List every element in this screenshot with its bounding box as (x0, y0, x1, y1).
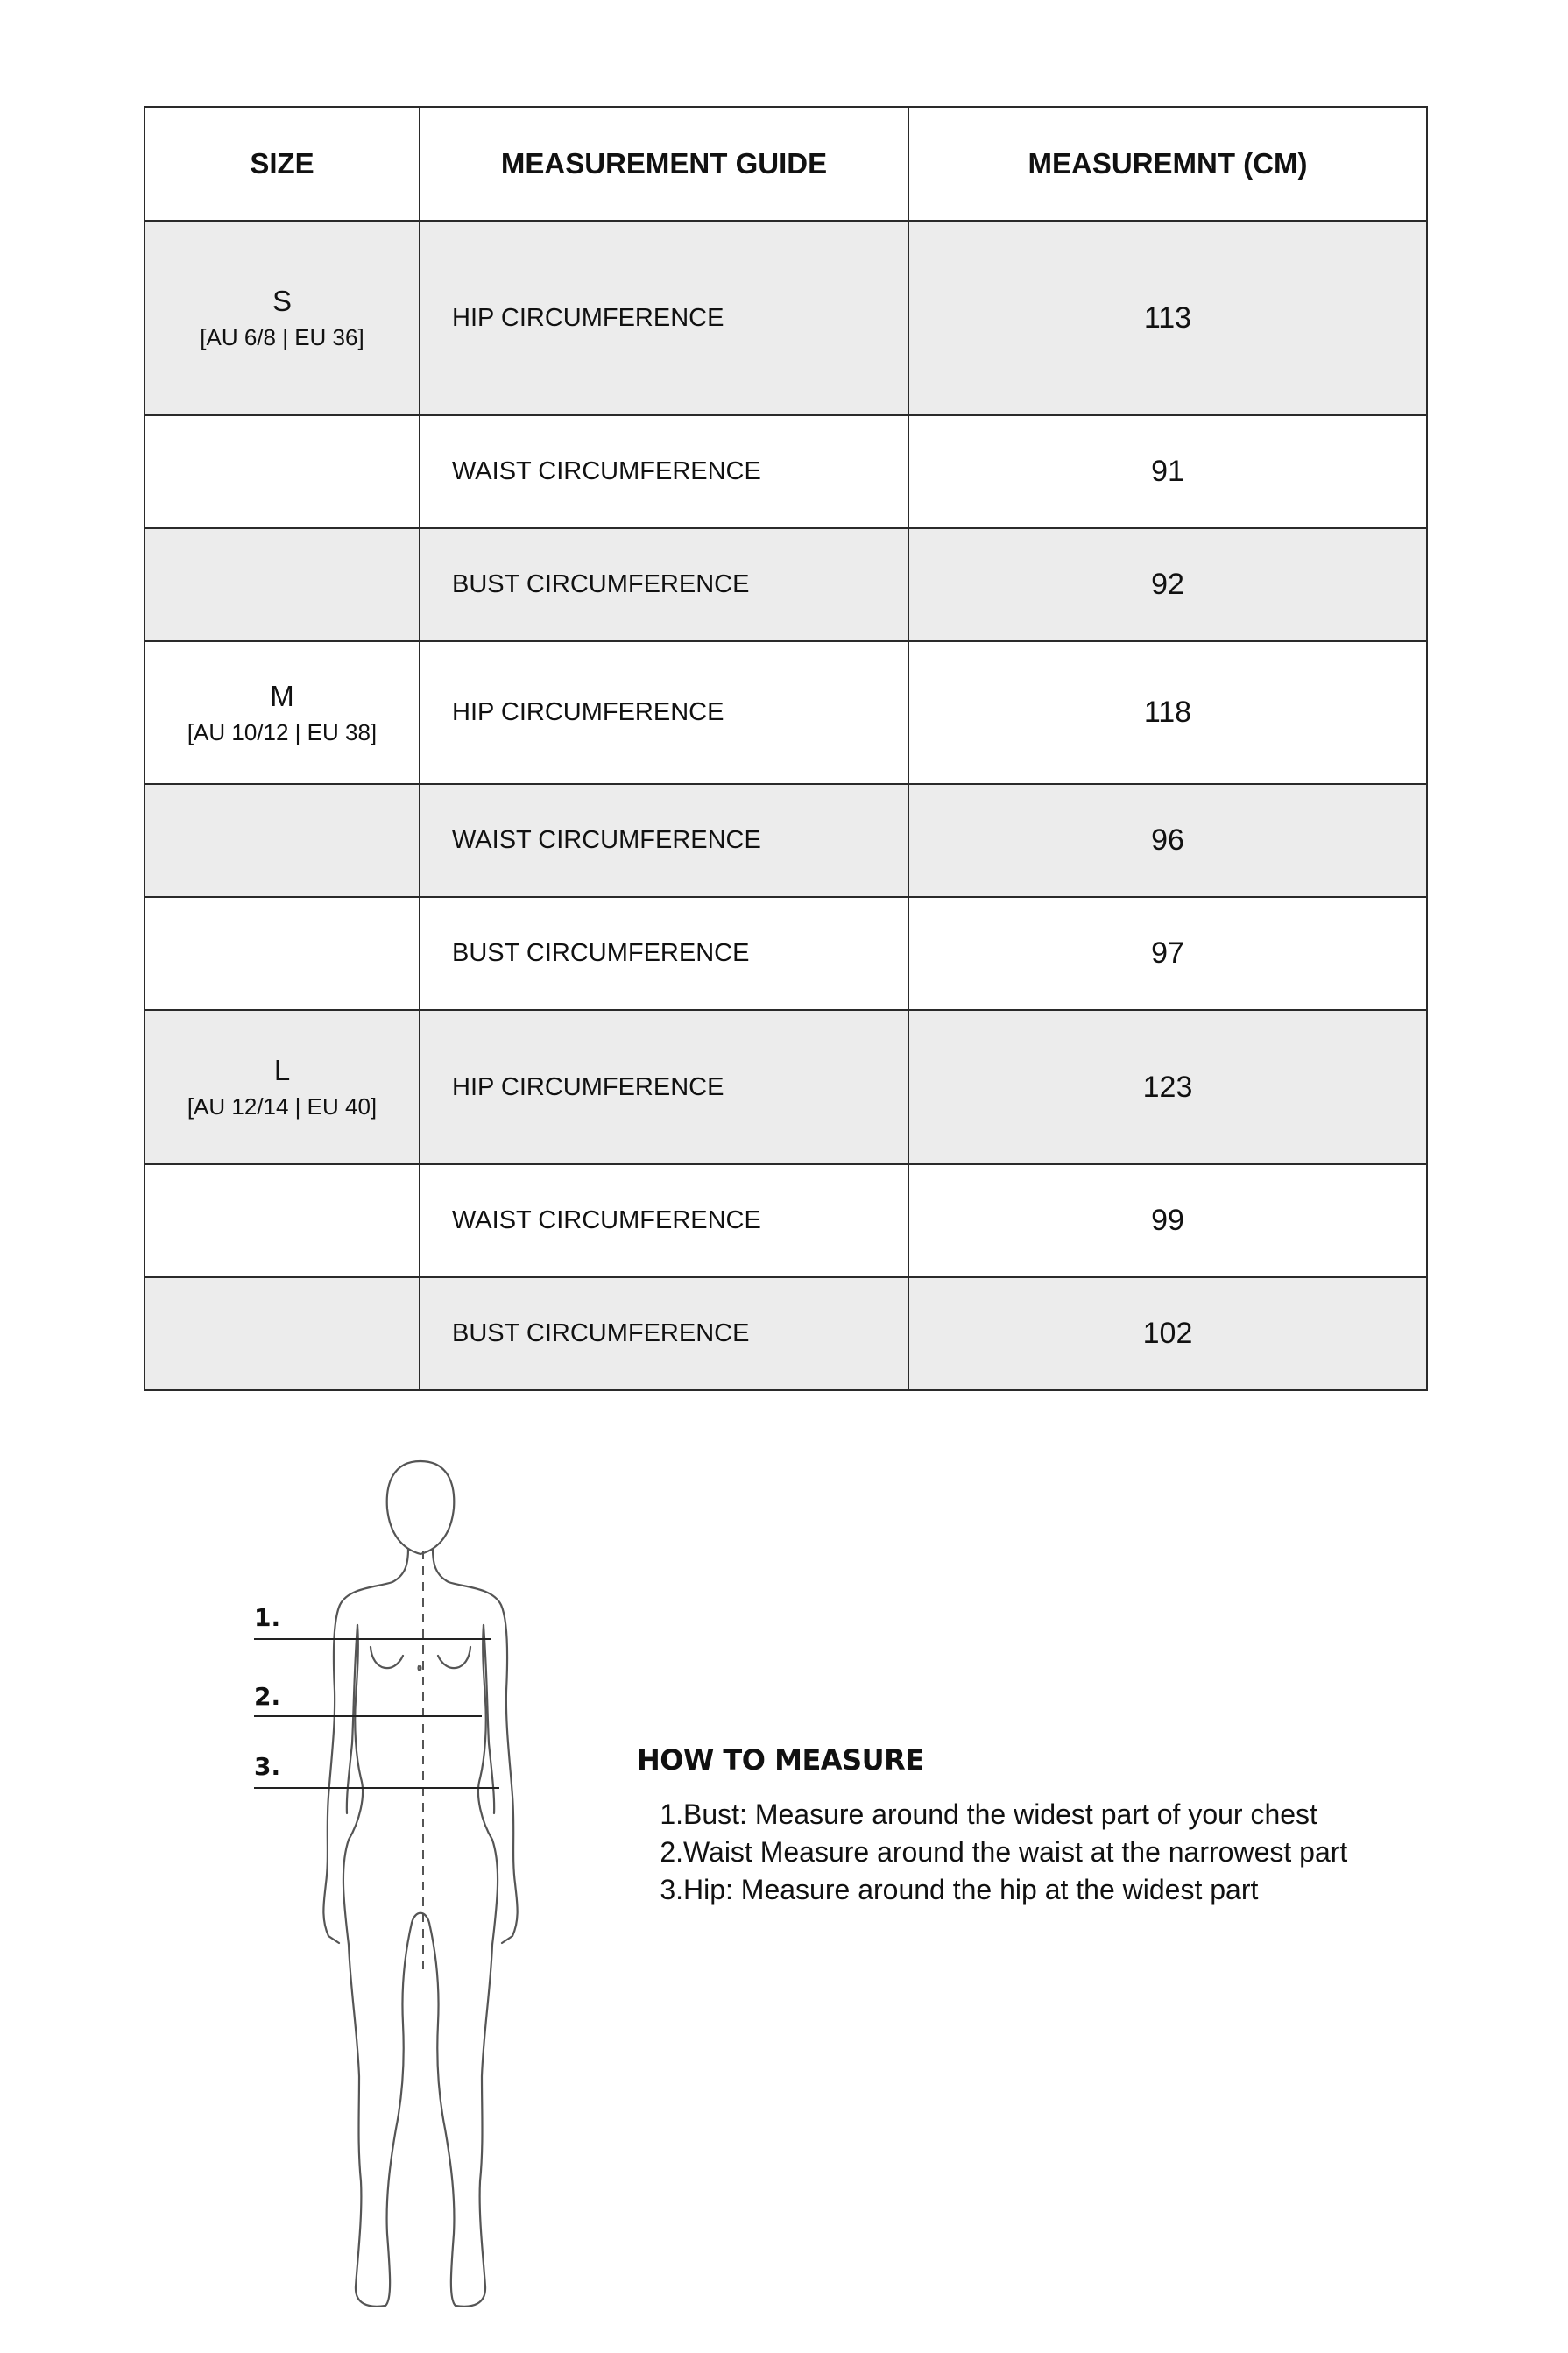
measurement-guide-cell: WAIST CIRCUMFERENCE (420, 415, 908, 528)
table-row (145, 1010, 1427, 1164)
size-conversion: [AU 10/12 | EU 38] (187, 718, 378, 745)
marker-1-label: 1. (254, 1603, 281, 1632)
step-number: 1. (660, 1798, 683, 1830)
how-to-measure-section (637, 1743, 1425, 1909)
table-row (145, 221, 1427, 415)
measurement-value-cell: 123 (908, 1010, 1427, 1164)
measurement-guide-cell: BUST CIRCUMFERENCE (420, 897, 908, 1010)
header-measurement-guide: MEASUREMENT GUIDE (420, 107, 908, 221)
size-conversion: [AU 6/8 | EU 36] (200, 324, 364, 350)
table-row (145, 528, 1427, 641)
list-item (637, 1796, 1425, 1834)
size-cell (145, 415, 420, 528)
table-row (145, 641, 1427, 784)
step-number: 2. (660, 1836, 683, 1868)
measurement-guide-cell: HIP CIRCUMFERENCE (420, 1010, 908, 1164)
step-text: Bust: Measure around the widest part of your chest (683, 1798, 1317, 1830)
table-row (145, 415, 1427, 528)
size-label: L (273, 1054, 291, 1086)
size-cell (145, 1164, 420, 1277)
measurement-value-cell: 102 (908, 1277, 1427, 1390)
list-item (637, 1834, 1425, 1871)
measurement-value-cell: 113 (908, 221, 1427, 415)
measurement-guide-cell: HIP CIRCUMFERENCE (420, 221, 908, 415)
size-label: M (270, 679, 294, 712)
size-cell (145, 784, 420, 897)
measurement-guide-cell: HIP CIRCUMFERENCE (420, 641, 908, 784)
hip-measure-line (254, 1787, 499, 1789)
bust-measure-line (254, 1638, 491, 1640)
table-row (145, 784, 1427, 897)
marker-2-label: 2. (254, 1682, 281, 1711)
body-outline-illustration (245, 1445, 561, 2321)
measurement-guide-cell: BUST CIRCUMFERENCE (420, 1277, 908, 1390)
measure-steps-list (637, 1796, 1425, 1909)
measurement-guide-cell: WAIST CIRCUMFERENCE (420, 1164, 908, 1277)
step-text: Hip: Measure around the hip at the widest part (683, 1874, 1259, 1905)
measurement-guide-cell: BUST CIRCUMFERENCE (420, 528, 908, 641)
header-measurement-cm: MEASUREMNT (CM) (908, 107, 1427, 221)
measurement-value-cell: 99 (908, 1164, 1427, 1277)
step-text: Waist Measure around the waist at the narrowest part (683, 1836, 1348, 1868)
header-size: SIZE (145, 107, 420, 221)
table-header-row (145, 107, 1427, 221)
size-cell (145, 641, 420, 784)
waist-measure-line (254, 1715, 482, 1717)
how-to-measure-title: HOW TO MEASURE (637, 1743, 924, 1777)
list-item (637, 1871, 1425, 1909)
measurement-value-cell: 91 (908, 415, 1427, 528)
size-cell (145, 221, 420, 415)
size-cell (145, 897, 420, 1010)
measurement-value-cell: 92 (908, 528, 1427, 641)
step-number: 3. (660, 1874, 683, 1905)
size-label: S (272, 285, 292, 317)
size-conversion: [AU 12/14 | EU 40] (187, 1093, 378, 1120)
body-measurement-figure (245, 1445, 561, 2321)
measurement-guide-cell: WAIST CIRCUMFERENCE (420, 784, 908, 897)
table-row (145, 1277, 1427, 1390)
size-cell (145, 528, 420, 641)
measurement-value-cell: 96 (908, 784, 1427, 897)
table-row (145, 1164, 1427, 1277)
size-cell (145, 1277, 420, 1390)
size-chart-table (144, 106, 1428, 1391)
size-cell (145, 1010, 420, 1164)
measurement-value-cell: 118 (908, 641, 1427, 784)
table-row (145, 897, 1427, 1010)
marker-3-label: 3. (254, 1752, 281, 1781)
measurement-value-cell: 97 (908, 897, 1427, 1010)
